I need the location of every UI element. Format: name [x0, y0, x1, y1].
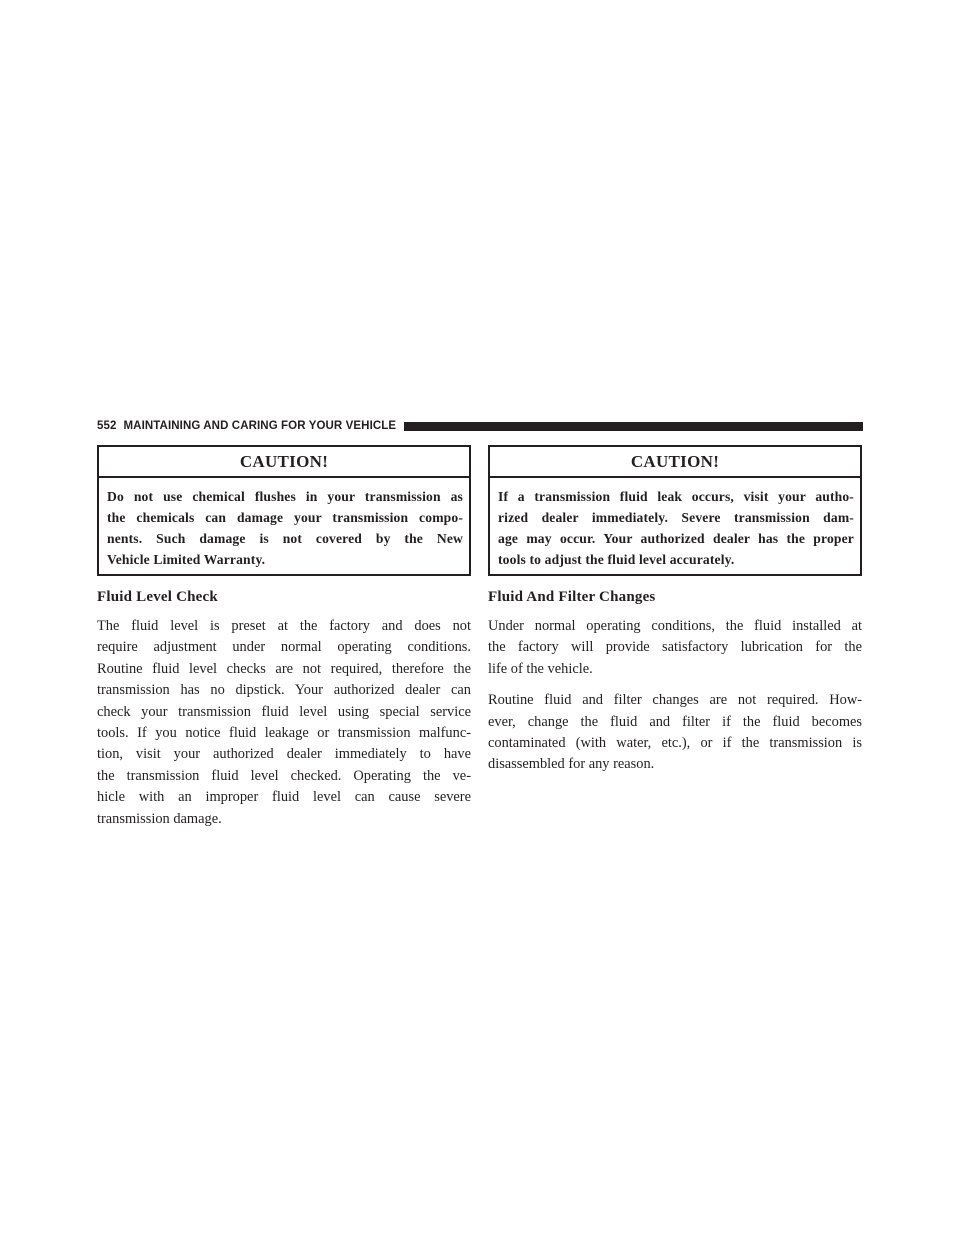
paragraph-line: life of the vehicle.	[488, 660, 593, 677]
caution-line: the chemicals can damage your transmission compo-	[107, 510, 463, 525]
heading-fluid-and-filter-changes: Fluid And Filter Changes	[488, 589, 656, 605]
caution-line: Vehicle Limited Warranty.	[107, 552, 266, 567]
caution-line: nents. Such damage is not covered by the New	[107, 531, 463, 546]
paragraph-line: tools. If you notice fluid leakage or transmission malfunc-	[97, 725, 471, 742]
caution-line: age may occur. Your authorized dealer has the proper	[498, 531, 854, 546]
paragraph-line: disassembled for any reason.	[488, 756, 655, 773]
paragraph-line: transmission damage.	[97, 810, 222, 827]
header-rule	[404, 422, 863, 431]
caution-text	[490, 478, 860, 574]
paragraph-fluid-installed	[488, 616, 862, 680]
paragraph-line: require adjustment under normal operating conditions.	[97, 639, 471, 656]
paragraph-routine-changes	[488, 690, 862, 776]
paragraph-line: hicle with an improper fluid level can cause severe	[97, 789, 471, 806]
caution-title: CAUTION!	[490, 447, 860, 478]
page-header	[97, 418, 863, 434]
right-column	[488, 445, 862, 776]
paragraph-line: contaminated (with water, etc.), or if the transmission is	[488, 735, 862, 752]
paragraph-line: ever, change the fluid and filter if the fluid becomes	[488, 713, 862, 730]
paragraph-line: the transmission fluid level checked. Operating the ve-	[97, 767, 471, 784]
page-number: 552	[97, 420, 117, 432]
caution-text	[99, 478, 469, 574]
paragraph-fluid-level-check	[97, 616, 471, 830]
paragraph-line: transmission has no dipstick. Your authorized dealer can	[97, 682, 471, 699]
caution-line: If a transmission fluid leak occurs, visit your autho-	[498, 489, 854, 504]
left-column	[97, 445, 471, 830]
paragraph-line: Under normal operating conditions, the fluid installed at	[488, 618, 862, 634]
caution-line: Do not use chemical flushes in your transmission as	[107, 489, 463, 504]
paragraph-line: Routine fluid and filter changes are not required. How-	[488, 692, 862, 709]
heading-fluid-level-check: Fluid Level Check	[97, 589, 218, 605]
section-title: MAINTAINING AND CARING FOR YOUR VEHICLE	[123, 420, 397, 432]
paragraph-line: Routine fluid level checks are not required, therefore the	[97, 660, 471, 677]
caution-line: rized dealer immediately. Severe transmission dam-	[498, 510, 854, 525]
caution-title: CAUTION!	[99, 447, 469, 478]
paragraph-line: The fluid level is preset at the factory and does not	[97, 618, 471, 634]
paragraph-line: tion, visit your authorized dealer immediately to have	[97, 746, 471, 763]
paragraph-line: check your transmission fluid level using special service	[97, 703, 471, 720]
caution-line: tools to adjust the fluid level accurately.	[498, 552, 735, 567]
caution-box-fluid-leak	[488, 445, 862, 576]
paragraph-line: the factory will provide satisfactory lubrication for the	[488, 639, 862, 656]
caution-box-chemical-flush	[97, 445, 471, 576]
